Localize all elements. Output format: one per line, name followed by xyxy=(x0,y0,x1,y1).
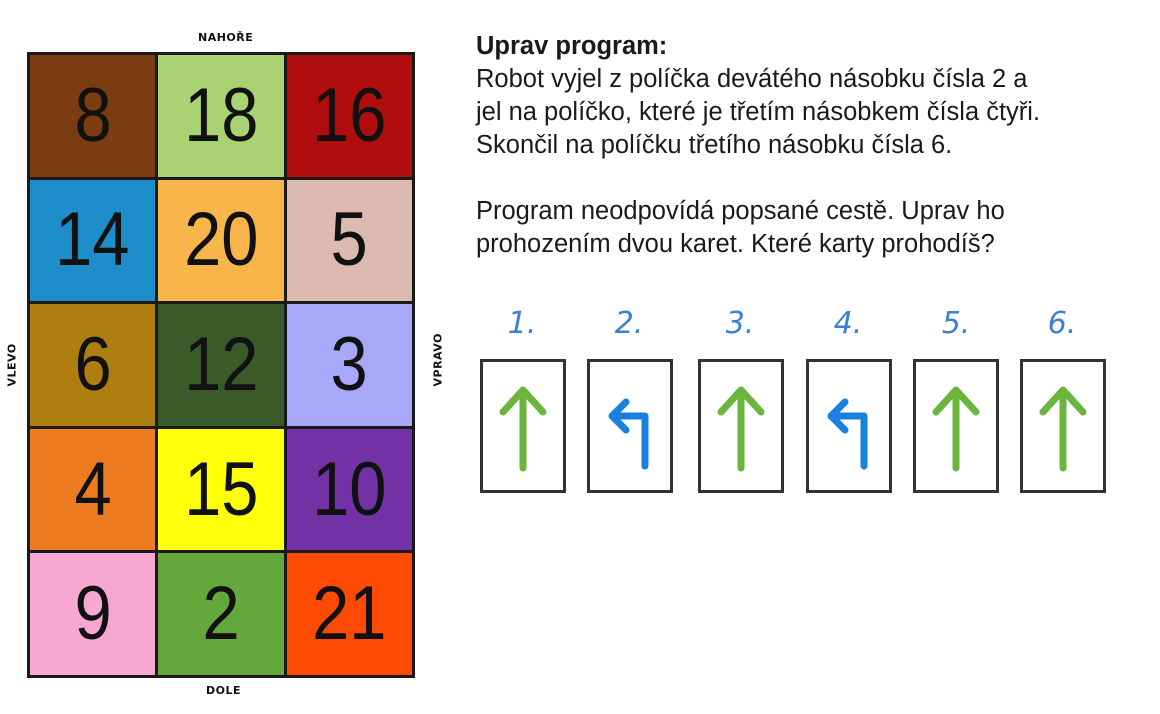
label-right: VPRAVO xyxy=(431,333,445,387)
card-number: 5. xyxy=(941,306,971,341)
arrow-up-icon xyxy=(711,376,771,476)
card-number: 4. xyxy=(833,306,863,341)
grid-cell xyxy=(287,55,412,177)
card-number: 1. xyxy=(507,306,537,341)
task-line: Robot vyjel z políčka devátého násobku čísla 2 a xyxy=(476,65,1028,93)
cell-value: 21 xyxy=(312,571,387,657)
grid-cell xyxy=(30,304,155,426)
program-cards xyxy=(478,300,1118,500)
task-text xyxy=(476,30,1156,261)
grid-cell xyxy=(158,553,283,675)
grid-cell xyxy=(30,55,155,177)
grid-cell xyxy=(158,55,283,177)
task-line: jel na políčko, které je třetím násobkem čísla čtyři. xyxy=(476,98,1041,126)
cell-value: 5 xyxy=(330,197,368,283)
turn-left-icon xyxy=(819,376,879,476)
program-card[interactable] xyxy=(480,359,566,493)
label-bottom: DOLE xyxy=(206,684,242,697)
arrow-up-icon xyxy=(926,376,986,476)
card-number: 2. xyxy=(614,306,644,341)
grid-cell xyxy=(30,553,155,675)
grid-cell xyxy=(287,180,412,302)
task-line: Skončil na políčku třetího násobku čísla 6. xyxy=(476,131,953,159)
card-number: 3. xyxy=(725,306,755,341)
grid-cell xyxy=(158,180,283,302)
grid-cell xyxy=(287,553,412,675)
cell-value: 16 xyxy=(312,72,387,158)
grid-cell xyxy=(287,304,412,426)
cell-value: 15 xyxy=(183,446,259,532)
turn-left-icon xyxy=(600,376,660,476)
label-left: VLEVO xyxy=(5,343,19,387)
cell-value: 6 xyxy=(74,321,112,407)
program-card[interactable] xyxy=(587,359,673,493)
grid-cell xyxy=(287,429,412,551)
cell-value: 10 xyxy=(312,446,387,532)
cell-value: 12 xyxy=(183,321,259,407)
cell-value: 20 xyxy=(183,197,259,283)
task-line: prohozením dvou karet. Které karty prohodíš? xyxy=(476,230,995,258)
cell-value: 14 xyxy=(55,197,130,283)
task-title: Uprav program: xyxy=(476,32,668,60)
grid-cell xyxy=(158,429,283,551)
cell-value: 18 xyxy=(183,72,259,158)
cell-value: 9 xyxy=(74,571,112,657)
cell-value: 3 xyxy=(330,321,368,407)
task-line: Program neodpovídá popsané cestě. Uprav ho xyxy=(476,197,1005,225)
arrow-up-icon xyxy=(493,376,553,476)
program-card[interactable] xyxy=(806,359,892,493)
label-top: NAHOŘE xyxy=(198,31,254,44)
grid-cell xyxy=(158,304,283,426)
grid-cell xyxy=(30,180,155,302)
arrow-up-icon xyxy=(1033,376,1093,476)
grid-cell xyxy=(30,429,155,551)
program-card[interactable] xyxy=(1020,359,1106,493)
program-card[interactable] xyxy=(913,359,999,493)
cell-value: 8 xyxy=(74,72,112,158)
number-grid xyxy=(27,52,415,678)
cell-value: 4 xyxy=(74,446,112,532)
cell-value: 2 xyxy=(202,571,240,657)
program-card[interactable] xyxy=(698,359,784,493)
card-number: 6. xyxy=(1047,306,1077,341)
